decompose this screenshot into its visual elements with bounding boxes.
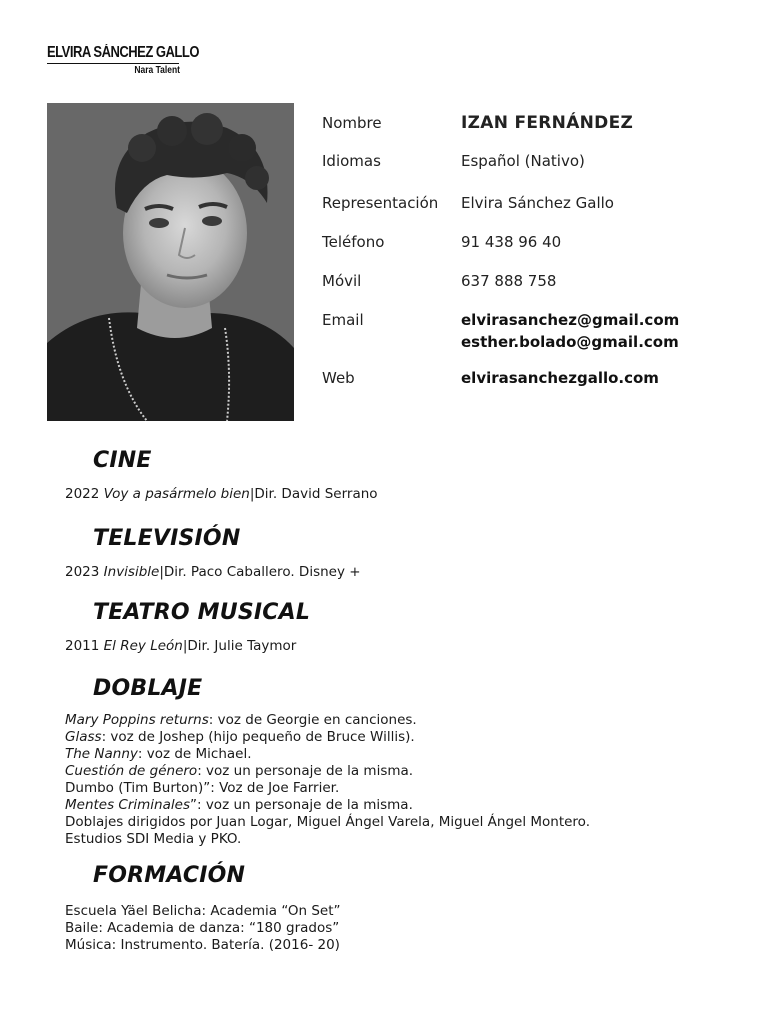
list-item bbox=[65, 780, 590, 797]
field-value-representacion: Elvira Sánchez Gallo bbox=[461, 194, 614, 212]
list-item bbox=[65, 797, 590, 814]
list-item bbox=[65, 814, 590, 831]
section-title-doblaje: DOBLAJE bbox=[93, 676, 203, 701]
item-work: The Nanny bbox=[65, 746, 138, 762]
formacion-list bbox=[65, 903, 341, 954]
field-label-movil: Móvil bbox=[322, 272, 362, 290]
item-work: Cuestión de género bbox=[65, 763, 198, 779]
item-detail: : voz de Joshep (hijo pequeño de Bruce Willis). bbox=[101, 729, 415, 745]
headshot-photo bbox=[47, 103, 294, 421]
entry-year: 2023 bbox=[65, 564, 100, 580]
entry-detail: |Dir. David Serrano bbox=[249, 486, 378, 502]
item-detail: Doblajes dirigidos por Juan Logar, Miguel Ángel Varela, Miguel Ángel Montero. bbox=[65, 814, 590, 830]
item-work: Mary Poppins returns bbox=[65, 712, 209, 728]
email-link-secondary[interactable]: esther.bolado@gmail.com bbox=[461, 333, 679, 351]
email-link-primary[interactable]: elvirasanchez@gmail.com bbox=[461, 311, 680, 329]
television-entry bbox=[65, 564, 361, 580]
item-detail: Dumbo (Tim Burton)”: Voz de Joe Farrier. bbox=[65, 780, 340, 796]
section-title-cine: CINE bbox=[93, 448, 152, 473]
entry-detail: |Dir. Julie Taymor bbox=[182, 638, 297, 654]
item-work: Glass bbox=[65, 729, 102, 745]
cine-entry bbox=[65, 486, 378, 502]
agency-name: ELVIRA SÁNCHEZ GALLO bbox=[47, 44, 199, 61]
field-label-nombre: Nombre bbox=[322, 114, 382, 132]
field-label-web: Web bbox=[322, 369, 355, 387]
item-work: Mentes Criminales bbox=[65, 797, 190, 813]
item-detail: ”: voz un personaje de la misma. bbox=[189, 797, 413, 813]
field-label-email: Email bbox=[322, 311, 364, 329]
section-title-formacion: FORMACIÓN bbox=[93, 863, 246, 888]
list-item bbox=[65, 712, 590, 729]
list-item: Baile: Academia de danza: “180 grados” bbox=[65, 920, 340, 936]
item-detail: : voz de Michael. bbox=[137, 746, 252, 762]
field-label-telefono: Teléfono bbox=[322, 233, 385, 251]
list-item: Escuela Yäel Belicha: Academia “On Set” bbox=[65, 903, 341, 919]
field-label-idiomas: Idiomas bbox=[322, 152, 381, 170]
list-item: Música: Instrumento. Batería. (2016- 20) bbox=[65, 937, 340, 953]
entry-work: Invisible bbox=[103, 564, 160, 580]
entry-detail: |Dir. Paco Caballero. Disney + bbox=[159, 564, 361, 580]
entry-year: 2011 bbox=[65, 638, 100, 654]
list-item bbox=[65, 763, 590, 780]
entry-year: 2022 bbox=[65, 486, 100, 502]
entry-work: El Rey León bbox=[103, 638, 183, 654]
agency-subtitle: Nara Talent bbox=[134, 65, 180, 76]
web-link[interactable]: elvirasanchezgallo.com bbox=[461, 369, 659, 387]
entry-work: Voy a pasármelo bien bbox=[103, 486, 250, 502]
item-detail: : voz de Georgie en canciones. bbox=[208, 712, 417, 728]
headshot-image bbox=[47, 103, 294, 421]
doblaje-list bbox=[65, 712, 590, 848]
field-value-nombre: IZAN FERNÁNDEZ bbox=[461, 113, 634, 133]
list-item bbox=[65, 831, 590, 848]
item-detail: Estudios SDI Media y PKO. bbox=[65, 831, 242, 847]
logo-divider bbox=[47, 63, 179, 64]
item-detail: : voz un personaje de la misma. bbox=[197, 763, 414, 779]
field-value-telefono[interactable]: 91 438 96 40 bbox=[461, 233, 562, 251]
field-value-movil[interactable]: 637 888 758 bbox=[461, 272, 557, 290]
teatro-entry bbox=[65, 638, 296, 654]
list-item bbox=[65, 729, 590, 746]
field-label-representacion: Representación bbox=[322, 194, 439, 212]
list-item bbox=[65, 746, 590, 763]
agency-logo bbox=[47, 44, 199, 77]
section-title-television: TELEVISIÓN bbox=[93, 526, 241, 551]
field-value-idiomas: Español (Nativo) bbox=[461, 152, 585, 170]
section-title-teatro: TEATRO MUSICAL bbox=[93, 600, 311, 625]
